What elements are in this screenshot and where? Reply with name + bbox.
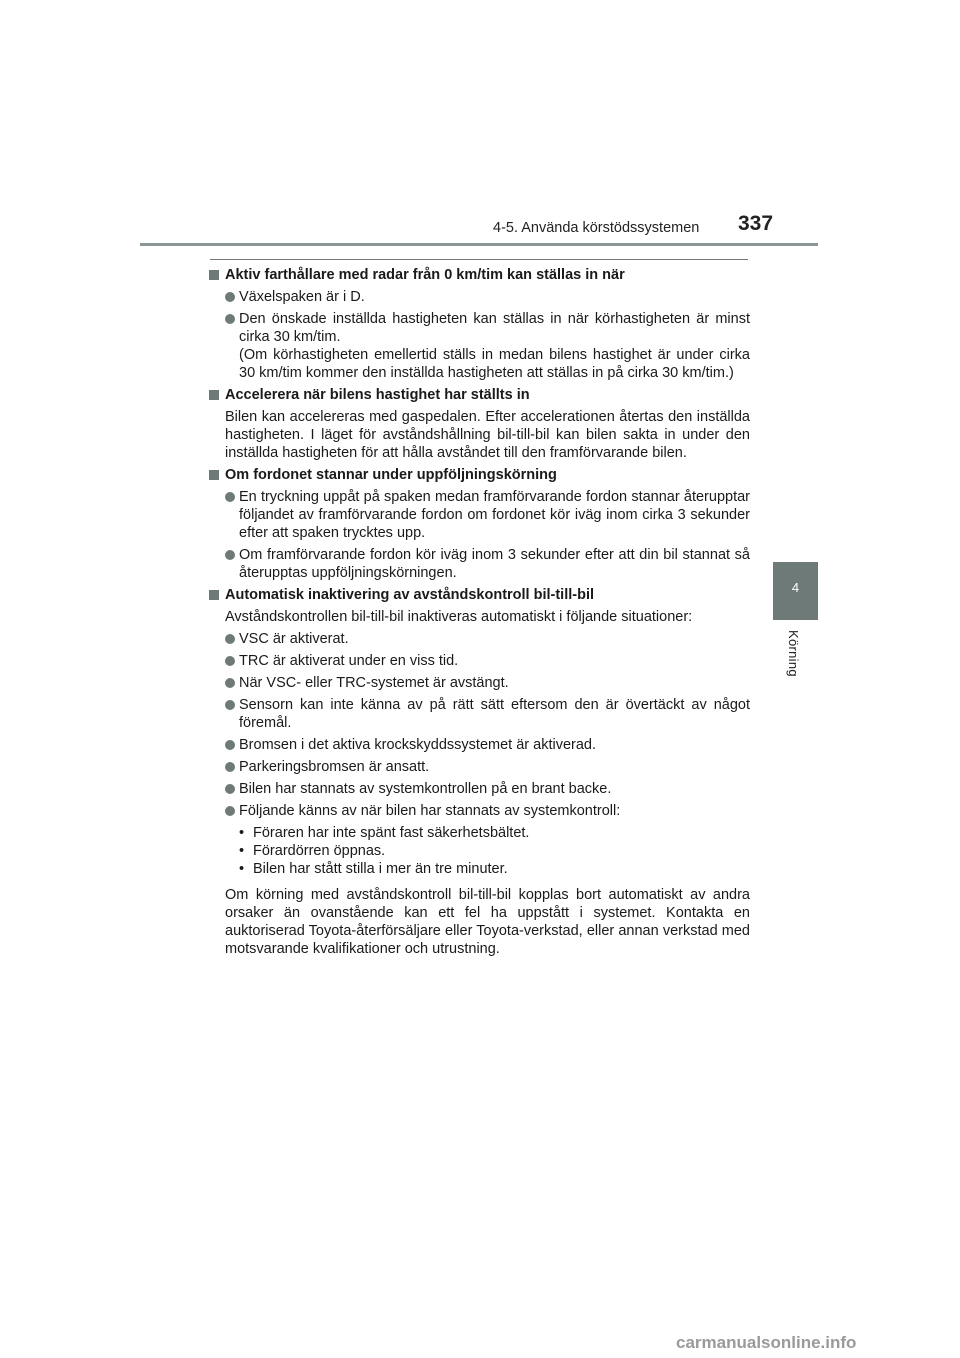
section-heading — [208, 266, 750, 284]
chapter-number: 4 — [791, 580, 800, 595]
sub-list-text: Förardörren öppnas. — [253, 843, 386, 859]
round-bullet-icon — [225, 762, 235, 772]
section-heading-text: Om fordonet stannar under uppföljningskörning — [225, 467, 557, 483]
bullet-item — [208, 288, 750, 306]
bullet-text: Parkeringsbromsen är ansatt. — [239, 759, 430, 775]
section-heading — [208, 586, 750, 604]
sub-list-item — [239, 824, 750, 842]
bullet-item — [208, 546, 750, 582]
bullet-item — [208, 696, 750, 732]
round-bullet-icon — [225, 292, 235, 302]
page-content — [208, 266, 750, 962]
closing-paragraph: Om körning med avståndskontroll bil-till-bil kopplas bort automatiskt av andra orsaker än ovanstående kan ett fel ha uppstått i systemet. Kontakta en auktoriserad Toyota-återförsäljare eller Toyota-verkstad, eller annan verkstad med motsvarande kvalifikationer och utrustning. — [225, 887, 750, 957]
round-bullet-icon — [225, 678, 235, 688]
bullet-text: Växelspaken är i D. — [239, 289, 365, 305]
bullet-item — [208, 780, 750, 798]
page-number: 337 — [738, 212, 774, 235]
square-bullet-icon — [209, 590, 219, 600]
round-bullet-icon — [225, 700, 235, 710]
bullet-text: En tryckning uppåt på spaken medan framförvarande fordon stannar återupptar följandet av framförvarande fordon om fordonet kör iväg inom cirka 3 sekunder efter att spaken trycktes upp. — [239, 489, 750, 541]
bullet-text: VSC är aktiverat. — [239, 631, 349, 647]
round-bullet-icon — [225, 492, 235, 502]
section — [208, 586, 750, 958]
bullet-text: Sensorn kan inte känna av på rätt sätt eftersom den är övertäckt av något föremål. — [239, 697, 750, 731]
bullet-item — [208, 674, 750, 692]
round-bullet-icon — [225, 314, 235, 324]
bullet-text: Bromsen i det aktiva krockskyddssystemet är aktiverad. — [239, 737, 596, 753]
bullet-item — [208, 310, 750, 382]
bullet-text: Bilen har stannats av systemkontrollen på en brant backe. — [239, 781, 612, 797]
round-bullet-icon — [225, 740, 235, 750]
bullet-item — [208, 736, 750, 754]
sub-list-item — [239, 842, 750, 860]
header-divider — [140, 243, 818, 246]
bullet-item — [208, 630, 750, 648]
sub-list-text: Föraren har inte spänt fast säkerhetsbältet. — [253, 825, 530, 841]
bullet-item — [208, 488, 750, 542]
square-bullet-icon — [209, 390, 219, 400]
chapter-label: Körning — [786, 630, 801, 677]
section — [208, 466, 750, 582]
section — [208, 266, 750, 382]
bullet-item — [208, 758, 750, 776]
round-bullet-icon — [225, 784, 235, 794]
sub-list-item — [239, 860, 750, 878]
sub-list-text: Bilen har stått stilla i mer än tre minuter. — [253, 861, 508, 877]
square-bullet-icon — [209, 470, 219, 480]
bullet-text: Följande känns av när bilen har stannats av systemkontroll: — [239, 803, 621, 819]
bullet-text: När VSC- eller TRC-systemet är avstängt. — [239, 675, 509, 691]
small-bullet-icon: • — [239, 843, 245, 859]
bullet-text: Om framförvarande fordon kör iväg inom 3 sekunder efter att din bil stannat så återupptas uppföljningskörningen. — [239, 547, 750, 581]
sub-list — [208, 824, 750, 878]
round-bullet-icon — [225, 634, 235, 644]
section-heading — [208, 466, 750, 484]
square-bullet-icon — [209, 270, 219, 280]
header-section-title: 4-5. Använda körstödssystemen — [493, 220, 700, 236]
section-heading-text: Automatisk inaktivering av avståndskontroll bil-till-bil — [225, 587, 595, 603]
small-bullet-icon: • — [239, 825, 245, 841]
round-bullet-icon — [225, 806, 235, 816]
small-bullet-icon: • — [239, 861, 245, 877]
round-bullet-icon — [225, 550, 235, 560]
section-heading-text: Aktiv farthållare med radar från 0 km/tim kan ställas in när — [225, 267, 625, 283]
bullet-item — [208, 802, 750, 820]
bullet-text: Den önskade inställda hastigheten kan ställas in när körhastigheten är minst cirka 30 km/tim. (Om körhastigheten emellertid ställs in medan bilens hastighet är under cirka 30 km/tim kommer den inställda hastigheten att ställas in på cirka 30 km/tim.) — [239, 311, 750, 381]
chapter-tab — [773, 562, 818, 620]
bullet-item — [208, 652, 750, 670]
section-paragraph: Bilen kan accelereras med gaspedalen. Efter accelerationen återtas den inställda hastigheten. I läget för avståndshållning bil-till-bil kan bilen sakta in under den inställda hastigheten för att hålla avståndet till den framförvarande bilen. — [225, 409, 750, 461]
bullet-text: TRC är aktiverat under en viss tid. — [239, 653, 459, 669]
round-bullet-icon — [225, 656, 235, 666]
section-heading — [208, 386, 750, 404]
content-divider — [210, 259, 748, 260]
watermark: carmanualsonline.info — [676, 1333, 857, 1352]
section-paragraph: Avståndskontrollen bil-till-bil inaktiveras automatiskt i följande situationer: — [225, 609, 693, 625]
section-heading-text: Accelerera när bilens hastighet har ställts in — [225, 387, 530, 403]
section — [208, 386, 750, 462]
